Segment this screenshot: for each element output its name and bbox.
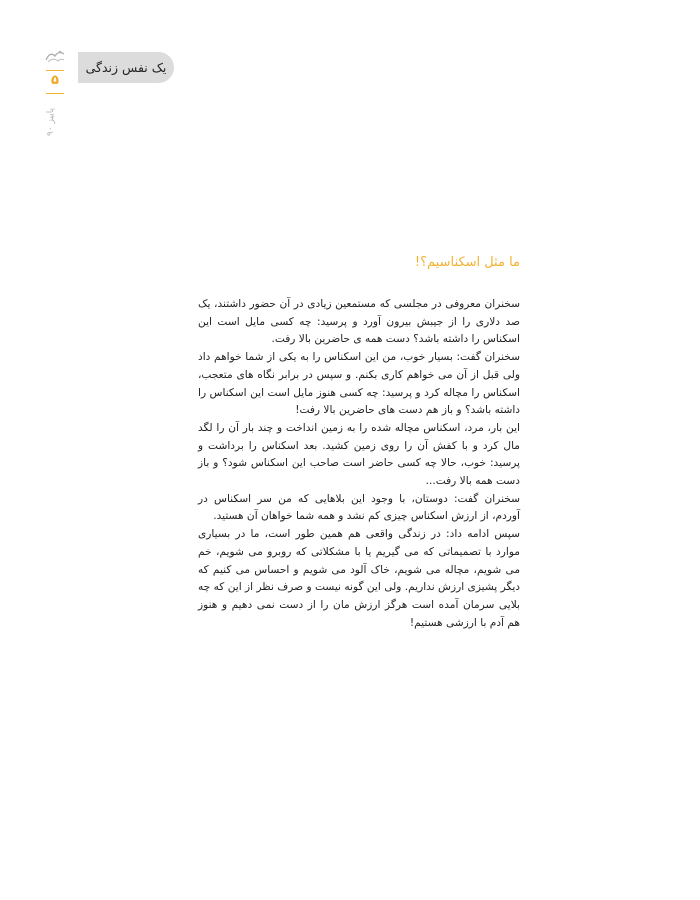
divider-bottom [46, 93, 64, 94]
paragraph: سخنران گفت: دوستان، با وجود این بلاهایی که من سر اسکناس در آوردم، از ارزش اسکناس چیزی کم نشد و همه شما خواهان آن هستید. [198, 492, 520, 523]
section-tab: یک نفس زندگی [78, 52, 174, 83]
article-title: ما مثل اسکناسیم؟! [414, 255, 520, 270]
magazine-logo-icon [44, 48, 66, 64]
paragraph: سخنران معروفی در مجلسی که مستمعین زیادی در آن حضور داشتند، یک صد دلاری را از جیبش بیرون آورد و پرسید: چه کسی مایل است این اسکناس را داشته باشد؟ دست همه ی حاضرین بالا رفت. [198, 298, 520, 346]
paragraph: سپس ادامه داد: در زندگی واقعی هم همین طور است، ما در بسیاری موارد با تصمیماتی که می گیریم یا با مشکلاتی که روبرو می شویم، خم می شویم، مچاله می شویم، خاک آلود می شویم و احساس می کنیم که دیگر پشیزی ارزش نداریم. ولی این گونه نیست و صرف نظر از این که چه بلایی سرمان آمده است هرگز ارزش مان را از دست نمی دهیم و هنوز هم آدم با ارزشی هستیم! [198, 528, 520, 629]
page-number: ۵ [51, 73, 59, 88]
article-body [198, 296, 520, 632]
divider-top [46, 70, 64, 71]
paragraph: این بار، مرد، اسکناس مچاله شده را به زمین انداخت و چند بار آن را لگد مال کرد و با کفش آن را روی زمین کشید. بعد اسکناس را برداشت و پرسید: خوب، حالا چه کسی حاضر است صاحب این اسکناس شود؟ و باز دست همه بالا رفت... [198, 421, 520, 488]
paragraph: سخنران گفت: بسیار خوب، من این اسکناس را به یکی از شما خواهم داد ولی قبل از آن می خواهم کاری بکنم. و سپس در برابر نگاه های متعجب، اسکناس را مچاله کرد و پرسید: چه کسی هنوز مایل است این اسکناس را داشته باشد؟ و باز هم دست های حاضرین بالا رفت! [198, 351, 520, 417]
issue-label: پاییز ۹۰ [46, 108, 56, 136]
